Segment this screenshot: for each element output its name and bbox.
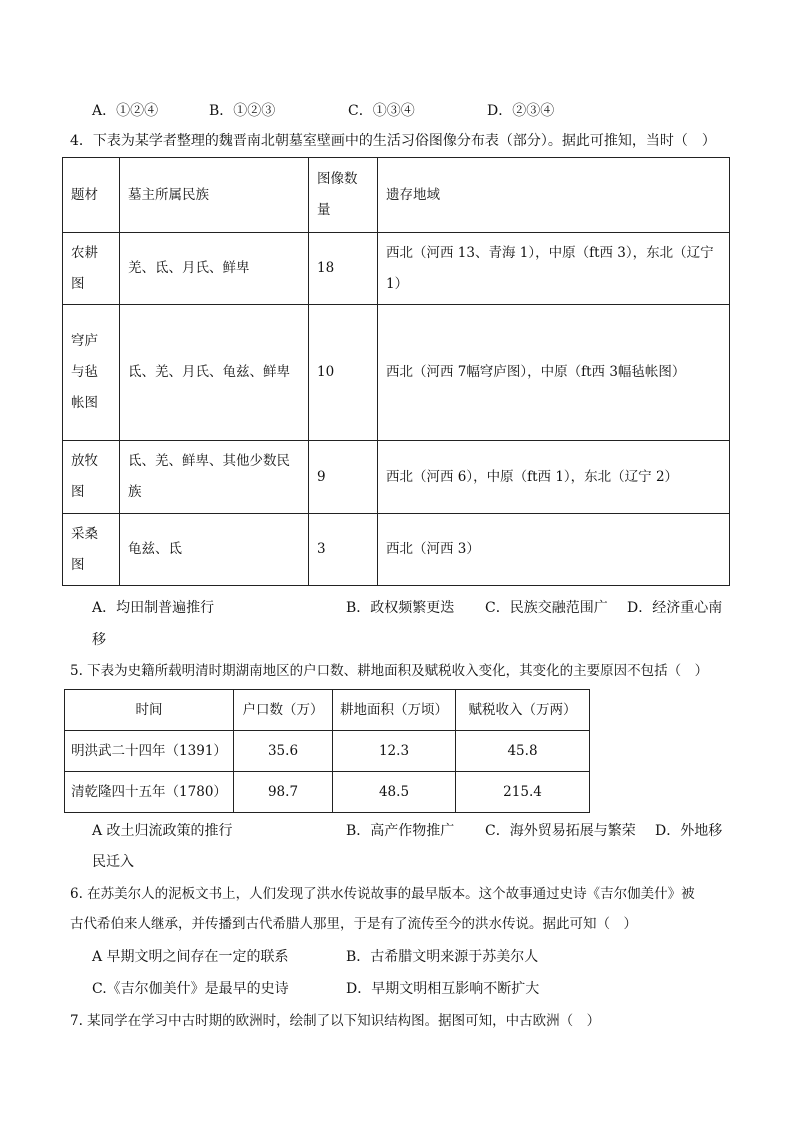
q4-cell: 农耕图 xyxy=(63,233,120,305)
q4-stem: 4．下表为某学者整理的魏晋南北朝墓室壁画中的生活习俗图像分布表（部分）。据此可推知，当时（ ） xyxy=(70,133,716,149)
q4-option-d-wrap: 移 xyxy=(92,632,106,648)
q5-stem: 5. 下表为史籍所载明清时期湖南地区的户口数、耕地面积及赋税收入变化，其变化的主要原因不包括（ ） xyxy=(70,663,709,679)
table-row xyxy=(63,158,730,233)
q5-header-households: 户口数（万） xyxy=(234,690,333,731)
q4-cell: 西北（河西 6），中原（ft西 1），东北（辽宁 2） xyxy=(378,441,730,514)
q5-cell: 清乾隆四十五年（1780） xyxy=(65,772,234,813)
q4-cell: 18 xyxy=(309,233,378,305)
q4-cell: 西北（河西 7幅穹庐图），中原（ft西 3幅毡帐图） xyxy=(378,305,730,441)
q4-option-b: B．政权频繁更迭 xyxy=(346,600,455,616)
table-row xyxy=(65,731,590,772)
q5-cell: 35.6 xyxy=(234,731,333,772)
q3-option-c: C．①③④ xyxy=(348,103,415,119)
table-row xyxy=(63,305,730,441)
q4-cell: 采桑图 xyxy=(63,514,120,586)
q4-table xyxy=(62,157,730,586)
table-row xyxy=(63,233,730,305)
q4-cell: 10 xyxy=(309,305,378,441)
q4-cell: 西北（河西 13、青海 1），中原（ft西 3），东北（辽宁 1） xyxy=(378,233,730,305)
q5-cell: 明洪武二十四年（1391） xyxy=(65,731,234,772)
table-row xyxy=(63,441,730,514)
q4-cell: 龟兹、氐 xyxy=(120,514,309,586)
q3-option-d: D．②③④ xyxy=(487,103,555,119)
q4-cell: 放牧图 xyxy=(63,441,120,514)
q4-header-count: 图像数量 xyxy=(309,158,378,233)
q4-cell: 穹庐与毡帐图 xyxy=(63,305,120,441)
q4-header-region: 遗存地域 xyxy=(378,158,730,233)
q6-stem-line2: 古代希伯来人继承，并传播到古代希腊人那里，于是有了流传至今的洪水传说。据此可知（ ） xyxy=(70,916,637,932)
q4-option-d: D．经济重心南 xyxy=(627,600,723,616)
table-row xyxy=(63,514,730,586)
q6-stem-line1: 6. 在苏美尔人的泥板文书上，人们发现了洪水传说故事的最早版本。这个故事通过史诗《吉尔伽美什》被 xyxy=(70,886,695,902)
q6-option-c: C.《吉尔伽美什》是最早的史诗 xyxy=(92,981,289,997)
q5-cell: 215.4 xyxy=(456,772,590,813)
q5-option-c: C．海外贸易拓展与繁荣 xyxy=(485,823,636,839)
q5-cell: 98.7 xyxy=(234,772,333,813)
q5-option-d: D．外地移 xyxy=(655,823,723,839)
q4-header-subject: 题材 xyxy=(63,158,120,233)
q5-cell: 48.5 xyxy=(333,772,456,813)
q5-table xyxy=(64,689,590,813)
q4-cell: 西北（河西 3） xyxy=(378,514,730,586)
q5-option-a: A 改土归流政策的推行 xyxy=(92,823,233,839)
q4-option-c: C．民族交融范围广 xyxy=(485,600,608,616)
q7-stem: 7. 某同学在学习中古时期的欧洲时，绘制了以下知识结构图。据图可知，中古欧洲（ ） xyxy=(70,1013,601,1029)
q3-option-a: A．①②④ xyxy=(92,103,159,119)
q4-cell: 3 xyxy=(309,514,378,586)
q5-header-farmland: 耕地面积（万顷） xyxy=(333,690,456,731)
q5-header-time: 时间 xyxy=(65,690,234,731)
q5-cell: 45.8 xyxy=(456,731,590,772)
q4-cell: 氐、羌、月氏、龟兹、鲜卑 xyxy=(120,305,309,441)
table-row xyxy=(65,690,590,731)
q5-header-tax: 赋税收入（万两） xyxy=(456,690,590,731)
q6-option-a: A 早期文明之间存在一定的联系 xyxy=(92,949,289,965)
q4-header-ethnicity: 墓主所属民族 xyxy=(120,158,309,233)
q5-option-d-wrap: 民迁入 xyxy=(92,854,134,870)
q6-option-b: B．古希腊文明来源于苏美尔人 xyxy=(346,949,539,965)
q5-cell: 12.3 xyxy=(333,731,456,772)
q4-cell: 羌、氐、月氏、鲜卑 xyxy=(120,233,309,305)
q5-option-b: B．高产作物推广 xyxy=(346,823,455,839)
q4-cell: 氐、羌、鲜卑、其他少数民族 xyxy=(120,441,309,514)
q3-option-b: B．①②③ xyxy=(209,103,276,119)
q4-cell: 9 xyxy=(309,441,378,514)
q4-option-a: A．均田制普遍推行 xyxy=(92,600,215,616)
q6-option-d: D．早期文明相互影响不断扩大 xyxy=(346,981,540,997)
table-row xyxy=(65,772,590,813)
